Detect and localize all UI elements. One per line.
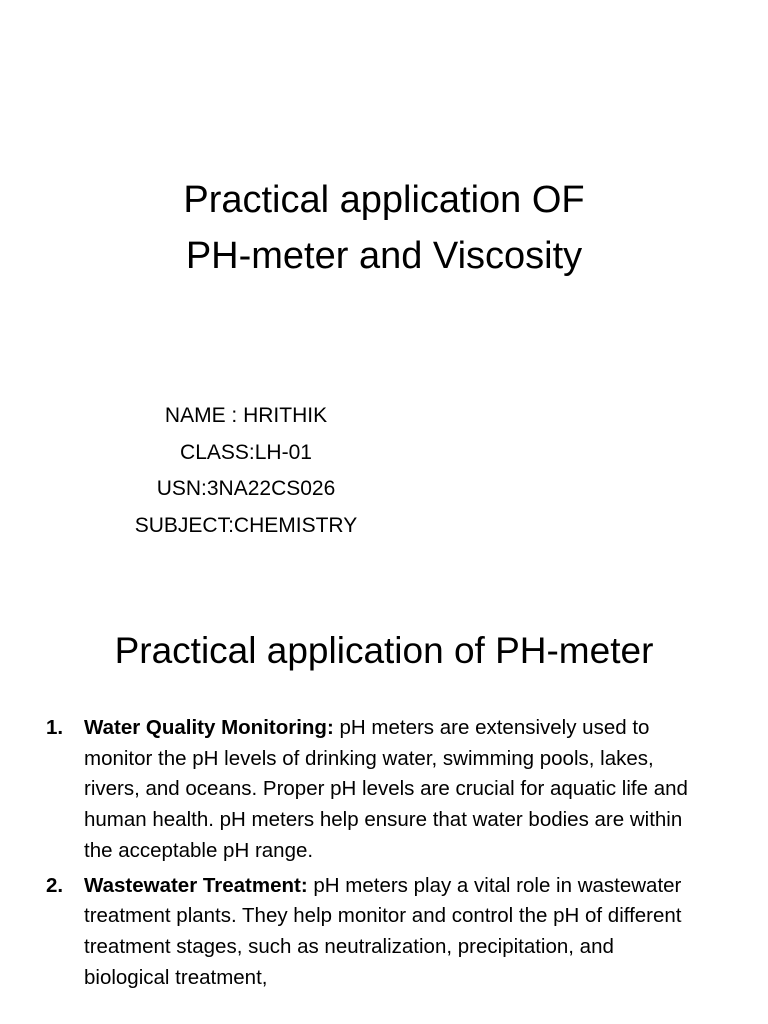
item-number: 2. [46,873,64,897]
title-line-1: Practical application OF [183,179,585,221]
item-heading: Wastewater Treatment: [84,873,308,897]
item-heading: Water Quality Monitoring: [84,716,334,739]
item-text: pH meters play a vital role in wastewater treatment plants. They help monitor and control the pH of different treatment stages, such as neutralization, precipitation, and biological treatment, [84,873,682,989]
list-item [40,871,700,994]
student-name: NAME : HRITHIK [164,404,328,427]
application-list [40,713,700,997]
item-number: 1. [46,716,64,739]
student-class: CLASS:LH-01 [180,440,312,464]
slide-title [0,172,768,284]
student-usn: USN:3NA22CS026 [156,477,336,500]
item-text: pH meters are extensively used to monitor the pH levels of drinking water, swimming pools, lakes, rivers, and oceans. Proper pH levels are crucial for aquatic life and human health. pH meters help ensure that water bodies are within the acceptable pH range. [84,716,688,862]
slide-heading: Practical application of PH-meter [114,630,654,671]
student-info [96,398,396,544]
title-line-2: PH-meter and Viscosity [185,235,583,277]
list-item [40,713,700,867]
content-slide [0,600,768,1024]
student-subject: SUBJECT:CHEMISTRY [134,513,358,537]
